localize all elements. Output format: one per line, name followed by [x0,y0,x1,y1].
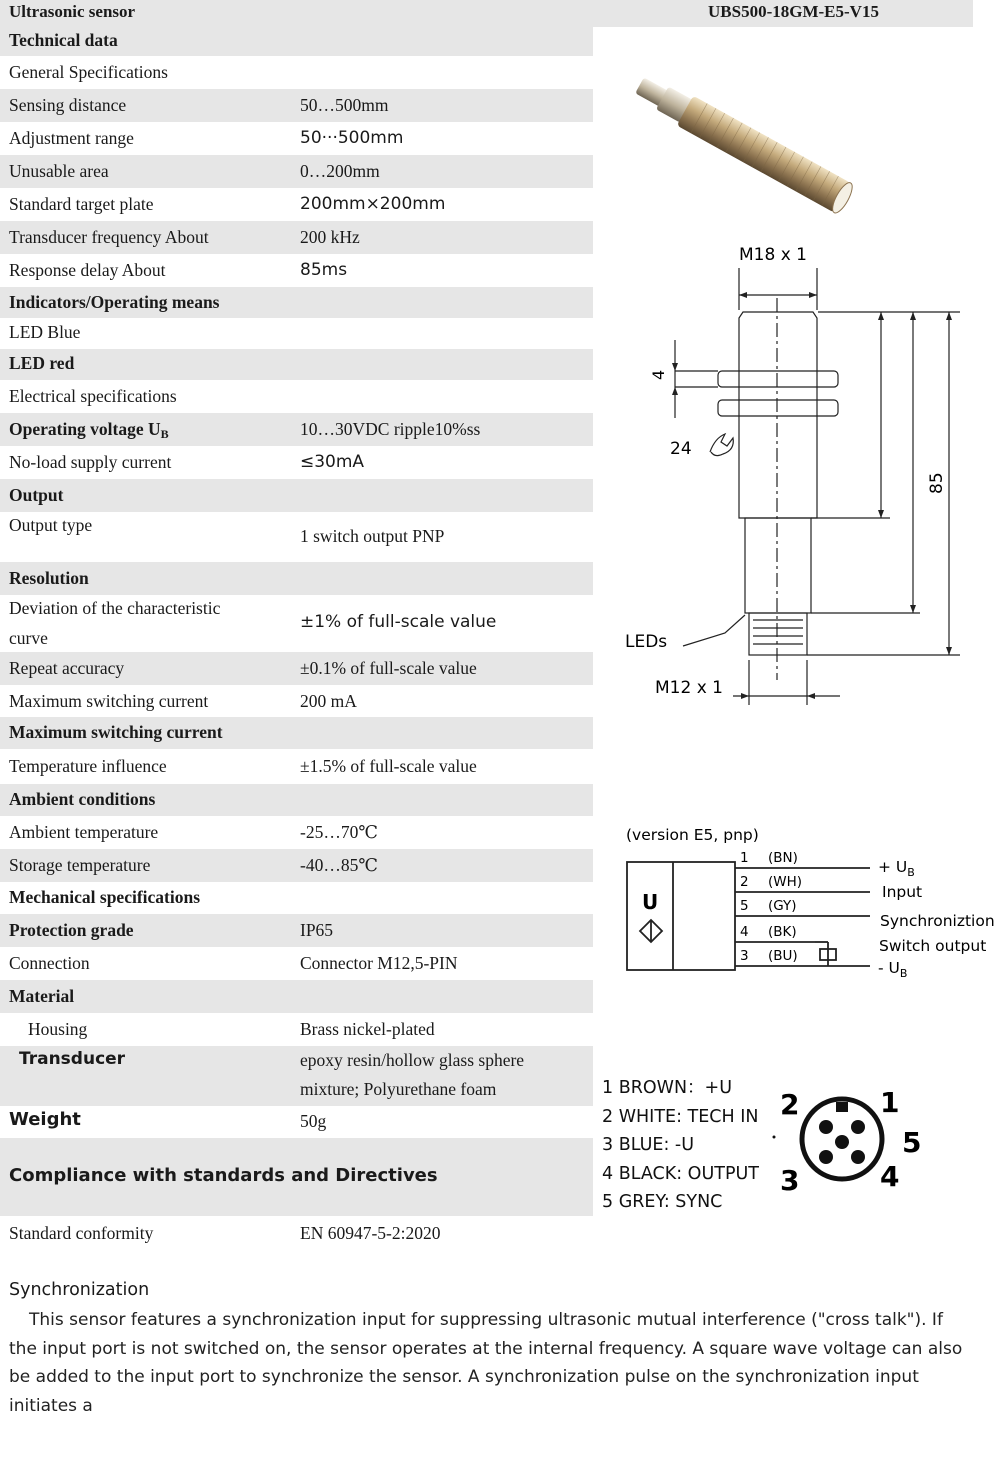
row-label: Standard conformity [9,1223,154,1243]
pin-num: 1 [740,850,749,866]
row-deviation [0,595,593,652]
row-led-red [0,349,593,380]
row-value: 0…200mm [300,161,380,181]
section-technical-data [0,27,593,56]
pin-color: (BU) [768,948,798,964]
row-label: Adjustment range [9,128,134,148]
wire-item: 1 BROWN：+U [602,1078,733,1098]
section-compliance [0,1138,593,1216]
section-label: Resolution [9,568,89,588]
row-label: Housing [28,1019,88,1039]
row-weight [0,1106,593,1138]
row-label: Protection grade [9,920,134,940]
label-subscript: B [160,427,169,441]
pin-num: 3 [740,948,749,964]
thread-bottom-label: M12 x 1 [655,678,723,698]
row-value: -25…70℃ [300,822,378,842]
header-bar [0,0,973,27]
row-value: ±0.1% of full-scale value [300,658,477,678]
row-label: Sensing distance [9,95,127,115]
pin-color: (WH) [768,874,803,890]
row-repeat-accuracy [0,652,593,685]
pin-label: 4 [880,1160,900,1193]
section-ambient-conditions [0,784,593,816]
section-label: Technical data [9,30,118,50]
wiring-diagram [620,822,998,994]
row-no-load-current [0,446,593,479]
row-label [9,419,169,442]
pin-label: 2 [780,1088,800,1121]
section-label: General Specifications [9,62,168,82]
sync-title: Synchronization [9,1280,150,1300]
section-general-specifications [0,56,593,89]
pin-color: (BK) [768,924,797,940]
row-label: Transducer frequency About [9,227,209,247]
dimension-drawing [615,240,985,710]
pin-signal: Input [882,883,923,901]
connector-pinout [770,1082,930,1197]
row-value-continued: mixture; Polyurethane foam [300,1079,497,1099]
section-resolution [0,562,593,595]
leds-label: LEDs [625,632,668,652]
row-value: 10…30VDC ripple10%ss [300,419,481,439]
sensor-photo [630,60,870,240]
row-ambient-temperature [0,816,593,849]
pin-color: (GY) [768,898,797,914]
row-value: Brass nickel-plated [300,1019,435,1039]
model-number: UBS500-18GM-E5-V15 [708,2,879,21]
section-label: Compliance with standards and Directives [9,1165,438,1186]
pin-signal: - $U_B$ [878,959,908,980]
row-value: 85ms [300,260,348,280]
pin-label: 3 [780,1164,800,1197]
section-label: Maximum switching current [9,722,223,742]
row-label: LED red [9,353,75,373]
row-max-switching-current [0,685,593,717]
row-standard-target-plate [0,188,593,221]
length-label: 85 [927,472,947,494]
wrench-size-label: 24 [670,439,692,459]
nut-height-label: 4 [649,369,668,380]
wire-item: 5 GREY: SYNC [602,1192,723,1212]
row-label: Maximum switching current [9,691,209,711]
section-mechanical [0,882,593,914]
row-storage-temperature [0,849,593,882]
row-transducer-frequency [0,221,593,254]
row-label: Repeat accuracy [9,658,125,678]
row-label: Connection [9,953,90,973]
row-value: 200mm×200mm [300,194,446,214]
row-label: Storage temperature [9,855,151,875]
row-connection [0,947,593,980]
row-value: ±1.5% of full-scale value [300,756,477,776]
row-value: ≤30mA [300,452,365,472]
product-type: Ultrasonic sensor [9,2,136,21]
section-label: Indicators/Operating means [9,292,220,312]
row-label: No-load supply current [9,452,172,472]
row-label: Output type [9,515,93,535]
pin-signal: Synchroniztion [880,912,995,930]
sync-paragraph: This sensor features a synchronization input for suppressing ultrasonic mutual interference ("cross talk"). If the input port is not switched on, the sensor operates at the internal frequency. A square wave voltage can also be added to the input port to synchronize the sensor. A synchronization pulse on the synchronization input initiates a [9,1310,963,1416]
row-label: Temperature influence [9,756,167,776]
row-value: Connector M12,5-PIN [300,953,458,973]
row-temperature-influence [0,749,593,784]
thread-top-label: M18 x 1 [739,245,807,265]
row-value: 50g [300,1111,327,1131]
row-label: Unusable area [9,161,109,181]
row-operating-voltage [0,413,593,446]
row-housing [0,1013,593,1046]
row-label: Standard target plate [9,194,154,214]
row-unusable-area [0,155,593,188]
row-label: Transducer [19,1049,126,1069]
section-indicators [0,287,593,318]
row-standard-conformity [0,1216,593,1251]
wire-color-list [602,1074,759,1217]
row-value: 200 mA [300,691,357,711]
row-value: 1 switch output PNP [300,526,445,546]
pin-color: (BN) [768,850,798,866]
section-label: Ambient conditions [9,789,156,809]
row-led-blue [0,318,593,349]
row-protection-grade [0,914,593,947]
section-label: Mechanical specifications [9,887,201,907]
wiring-version: (version E5, pnp) [626,826,759,844]
wire-item: 4 BLACK: OUTPUT [602,1163,759,1184]
pin-num: 5 [740,898,749,914]
pin-signal: + $U_B$ [878,858,915,879]
row-value: IP65 [300,920,334,940]
row-value: ±1% of full-scale value [300,612,497,632]
wire-item: 3 BLUE: -U [602,1135,695,1155]
label-text: Operating voltage U [9,419,161,439]
row-label: Weight [9,1109,81,1130]
row-value: 50…500mm [300,95,389,115]
row-output-type [0,512,593,562]
pin-num: 4 [740,924,749,940]
row-value: 50···500mm [300,128,404,148]
row-value: EN 60947-5-2:2020 [300,1223,441,1243]
section-electrical [0,380,593,413]
section-label: Electrical specifications [9,386,177,406]
row-value: epoxy resin/hollow glass sphere [300,1050,525,1070]
row-label: Deviation of the characteristic [9,598,221,618]
pin-num: 2 [740,874,749,890]
row-label: Ambient temperature [9,822,159,842]
sensor-symbol: U [642,890,659,914]
section-material [0,980,593,1013]
pin-label: 5 [902,1126,922,1159]
row-value: -40…85℃ [300,855,378,875]
section-max-switching-current [0,717,593,749]
row-response-delay [0,254,593,287]
row-adjustment-range [0,122,593,155]
row-transducer [0,1046,593,1106]
row-label: Response delay About [9,260,166,280]
pin-label: 1 [880,1086,900,1119]
row-label-continued: curve [9,628,48,648]
row-label: LED Blue [9,322,81,342]
section-label: Output [9,485,64,505]
sensor-body [677,96,851,213]
wire-item: 2 WHITE: TECH IN [602,1106,759,1127]
row-sensing-distance [0,89,593,122]
row-value: 200 kHz [300,227,360,247]
pin-signal: Switch output [879,937,987,955]
section-output [0,479,593,512]
section-label: Material [9,986,75,1006]
